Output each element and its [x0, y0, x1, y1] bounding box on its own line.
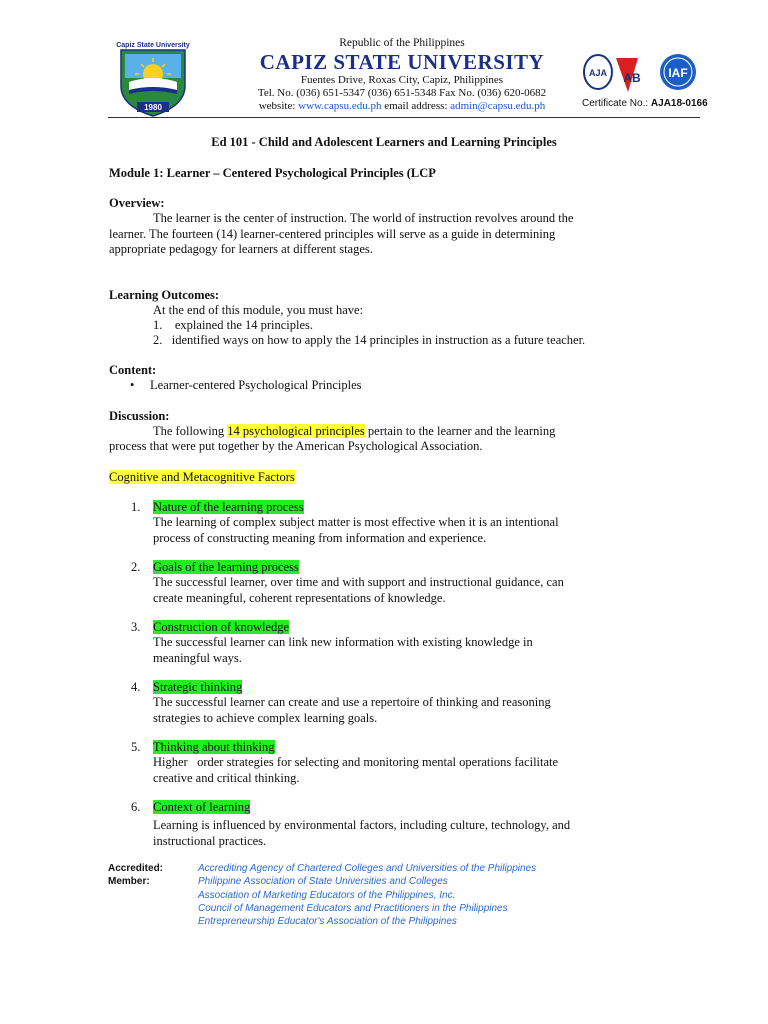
principle-line: process of constructing meaning from information and experience.: [153, 530, 487, 545]
content-item-text: Learner-centered Psychological Principles: [150, 378, 362, 392]
principle-description: [153, 755, 673, 786]
university-seal-logo: [107, 38, 199, 118]
university-name: CAPIZ STATE UNIVERSITY: [259, 50, 545, 74]
outcomes-heading: Learning Outcomes:: [109, 288, 220, 302]
principle-title-text: Nature of the learning process: [153, 500, 304, 514]
certificate-value: AJA18-0166: [650, 98, 708, 109]
overview-heading: Overview:: [109, 196, 165, 210]
principle-line: The successful learner can link new information with existing knowledge in: [153, 635, 533, 649]
address-line: Fuentes Drive, Roxas City, Capiz, Philippines: [300, 74, 504, 86]
principle-title-text: Construction of knowledge: [153, 620, 290, 634]
overview-line: appropriate pedagogy for learners at different stages.: [109, 242, 373, 256]
member-value: Philippine Association of State Universities and Colleges: [198, 876, 448, 888]
course-title: Ed 101 - Child and Adolescent Learners and Learning Principles: [211, 135, 557, 149]
member-label: Member:: [108, 876, 150, 888]
header-divider: [108, 117, 700, 118]
outcome-text: identified ways on how to apply the 14 principles in instruction as a future teacher.: [171, 333, 586, 347]
principle-title: [131, 680, 242, 695]
overview-line: learner. The fourteen (14) learner-centered principles will serve as a guide in determining: [109, 227, 556, 241]
principle-title: [131, 560, 299, 575]
principle-line: instructional practices.: [153, 833, 267, 848]
section-heading: [109, 470, 295, 486]
principle-description: [153, 818, 673, 849]
principle-title-text: Strategic thinking: [153, 680, 243, 694]
outcome-text: explained the 14 principles.: [174, 318, 314, 332]
content-heading: Content:: [109, 363, 157, 377]
module-title: Module 1: Learner – Centered Psychological Principles (LCP: [109, 166, 436, 180]
website-link[interactable]: www.capsu.edu.ph: [298, 100, 382, 112]
discussion-line: process that were put together by the American Psychological Association.: [109, 439, 483, 453]
discussion-heading: Discussion:: [109, 409, 170, 423]
principle-line: The successful learner, over time and with support and instructional guidance, can: [153, 575, 564, 589]
principle-title-text: Goals of the learning process: [153, 560, 299, 574]
logo-text: Capiz State University: [116, 42, 190, 49]
iaf-logo-icon: [660, 54, 696, 90]
principle-description: [153, 515, 673, 546]
discussion-pre: The following: [153, 424, 228, 438]
outcome-item: [153, 333, 585, 349]
principle-number: 3.: [131, 620, 141, 634]
aja-logo-text: AJA: [588, 68, 608, 78]
principle-description: [153, 635, 673, 666]
accredited-value: Accrediting Agency of Chartered Colleges and Universities of the Philippines: [198, 863, 537, 874]
principle-line: Higher order strategies for selecting and monitoring mental operations facilitate: [153, 755, 559, 769]
republic-line: Republic of the Philippines: [339, 37, 465, 49]
outcome-item: [153, 318, 313, 334]
outcomes-intro: At the end of this module, you must have:: [153, 303, 364, 317]
member-value: Council of Management Educators and Practitioners in the Philippines: [198, 902, 508, 914]
principle-title-text: Context of learning: [153, 800, 251, 814]
discussion-post: pertain to the learner and the learning: [364, 424, 556, 438]
principle-line: The successful learner can create and use a repertoire of thinking and reasoning: [153, 695, 551, 709]
principle-line: create meaningful, coherent representations of knowledge.: [153, 590, 446, 605]
iaf-logo-text: IAF: [668, 66, 688, 80]
principle-number: 2.: [131, 560, 141, 574]
principle-title: [131, 800, 250, 815]
principle-title: [131, 740, 275, 755]
principle-title-text: Thinking about thinking: [153, 740, 275, 754]
contact-line: [222, 100, 582, 113]
overview-line: The learner is the center of instruction. The world of instruction revolves around the: [153, 211, 574, 225]
principle-line: meaningful ways.: [153, 650, 242, 665]
principle-line: creative and critical thinking.: [153, 770, 300, 785]
ab-logo-text: AB: [623, 71, 641, 85]
outcome-number: 2.: [153, 333, 163, 347]
principle-number: 4.: [131, 680, 141, 694]
email-label: email address:: [381, 100, 451, 112]
discussion-line: [109, 424, 555, 440]
principle-description: [153, 695, 673, 726]
accredited-label: Accredited:: [108, 863, 164, 874]
principle-number: 1.: [131, 500, 141, 514]
certificate-number: [582, 98, 708, 109]
aja-logo-icon: [584, 55, 612, 89]
website-label: website:: [258, 100, 299, 112]
discussion-highlight: 14 psychological principles: [227, 424, 365, 438]
principle-number: 6.: [131, 800, 141, 814]
telephone-line: Tel. No. (036) 651-5347 (036) 651-5348 Fax No. (036) 620-0682: [257, 87, 547, 99]
principle-title: [131, 620, 289, 635]
principle-title: [131, 500, 304, 515]
outcome-number: 1.: [153, 318, 163, 332]
principle-line: Learning is influenced by environmental factors, including culture, technology, and: [153, 818, 571, 832]
ab-logo-icon: [616, 58, 641, 92]
logo-year: 1980: [144, 103, 162, 112]
principle-number: 5.: [131, 740, 141, 754]
university-letterhead: [222, 36, 582, 113]
certificate-label: Certificate No.:: [582, 98, 651, 109]
principle-line: strategies to achieve complex learning goals.: [153, 710, 378, 725]
member-value: Entrepreneurship Educator's Association of the Philippines: [198, 916, 457, 928]
principle-description: [153, 575, 673, 606]
bullet-icon: •: [130, 378, 135, 392]
email-link[interactable]: admin@capsu.edu.ph: [450, 100, 546, 112]
section-heading-text: Cognitive and Metacognitive Factors: [109, 470, 295, 484]
member-value: Association of Marketing Educators of the Philippines, Inc.: [198, 889, 456, 901]
content-item: [130, 378, 361, 393]
principle-line: The learning of complex subject matter is most effective when it is an intentional: [153, 515, 559, 529]
